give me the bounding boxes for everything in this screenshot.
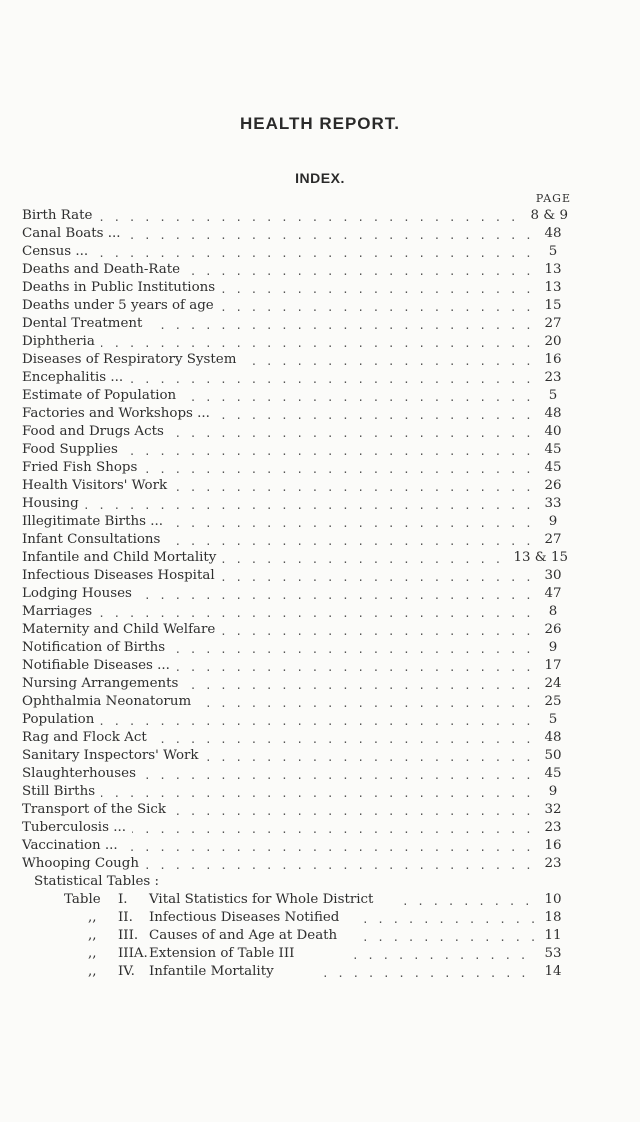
dot-leader <box>22 497 534 513</box>
page-column-label: PAGE <box>535 192 571 205</box>
index-entry <box>22 747 570 765</box>
dot-leader <box>352 947 534 963</box>
table-number: I. <box>118 892 128 907</box>
index-entry <box>22 711 570 729</box>
entry-page: 50 <box>536 747 570 765</box>
table-prefix: ,, <box>88 946 97 961</box>
entry-label: Whooping Cough <box>22 855 145 873</box>
entry-page: 8 <box>536 603 570 621</box>
index-entry <box>22 405 570 423</box>
index-entry <box>22 819 570 837</box>
entry-label: Health Visitors' Work <box>22 477 173 495</box>
entry-page: 25 <box>536 693 570 711</box>
index-entry <box>22 495 570 513</box>
entry-page: 40 <box>536 423 570 441</box>
index-entry <box>22 693 570 711</box>
index-entry <box>22 657 570 675</box>
index-entry <box>22 387 570 405</box>
entry-page: 45 <box>536 441 570 459</box>
index-entry <box>22 585 570 603</box>
entry-page: 20 <box>536 333 570 351</box>
entry-page: 48 <box>536 225 570 243</box>
entry-page: 48 <box>536 729 570 747</box>
dot-leader <box>22 245 534 261</box>
dot-leader <box>362 929 534 945</box>
table-description: Vital Statistics for Whole District <box>149 891 379 909</box>
entry-page: 23 <box>536 369 570 387</box>
table-prefix: ,, <box>88 928 97 943</box>
index-entry <box>22 621 570 639</box>
entry-label: Food Supplies <box>22 441 124 459</box>
table-description: Causes of and Age at Death <box>149 927 343 945</box>
entry-label: Canal Boats ... <box>22 225 127 243</box>
entry-page: 23 <box>536 855 570 873</box>
index-entry <box>22 837 570 855</box>
statistical-table-entry <box>22 891 570 909</box>
entry-label: Fried Fish Shops <box>22 459 143 477</box>
entry-page: 45 <box>536 459 570 477</box>
entry-label: Estimate of Population <box>22 387 182 405</box>
entry-page: 48 <box>536 405 570 423</box>
table-description: Extension of Table III <box>149 945 300 963</box>
index-entry <box>22 315 570 333</box>
index-entry <box>22 477 570 495</box>
entry-page: 5 <box>536 243 570 261</box>
entry-label: Infectious Diseases Hospital <box>22 567 221 585</box>
index-entry <box>22 603 570 621</box>
entry-page: 24 <box>536 675 570 693</box>
index-entry <box>22 225 570 243</box>
entry-page: 5 <box>536 711 570 729</box>
table-page: 11 <box>536 927 570 945</box>
entry-page: 13 <box>536 279 570 297</box>
table-page: 18 <box>536 909 570 927</box>
entry-label: Birth Rate <box>22 207 98 225</box>
entry-page: 8 & 9 <box>527 207 568 225</box>
entry-page: 26 <box>536 621 570 639</box>
entry-label: Housing <box>22 495 85 513</box>
index-entry <box>22 261 570 279</box>
entry-label: Notification of Births <box>22 639 171 657</box>
table-prefix: ,, <box>88 964 97 979</box>
index-entry <box>22 801 570 819</box>
dot-leader <box>322 965 534 981</box>
dot-leader <box>402 893 534 909</box>
index-entry <box>22 531 570 549</box>
entry-page: 16 <box>536 837 570 855</box>
entry-page: 30 <box>536 567 570 585</box>
statistical-tables-heading: Statistical Tables : <box>34 874 160 889</box>
entry-page: 17 <box>536 657 570 675</box>
statistical-table-entry <box>22 945 570 963</box>
index-entry <box>22 513 570 531</box>
dot-leader <box>22 605 534 621</box>
index-entry <box>22 441 570 459</box>
table-number: II. <box>118 910 133 925</box>
statistical-table-entry <box>22 963 570 981</box>
index-entry <box>22 639 570 657</box>
table-number: IV. <box>118 964 135 979</box>
entry-page: 23 <box>536 819 570 837</box>
entry-page: 45 <box>536 765 570 783</box>
entry-page: 13 & 15 <box>509 549 568 567</box>
index-entry <box>22 567 570 585</box>
index-entry <box>22 333 570 351</box>
entry-label: Deaths in Public Institutions <box>22 279 221 297</box>
table-number: III. <box>118 928 139 943</box>
entry-label: Dental Treatment <box>22 315 148 333</box>
index-entry <box>22 765 570 783</box>
index-entry <box>22 243 570 261</box>
entry-label: Maternity and Child Welfare <box>22 621 221 639</box>
index-entry <box>22 351 570 369</box>
entry-label: Slaughterhouses <box>22 765 142 783</box>
entry-page: 27 <box>536 315 570 333</box>
entry-page: 9 <box>536 783 570 801</box>
entry-label: Deaths and Death-Rate <box>22 261 186 279</box>
table-description: Infantile Mortality <box>149 963 280 981</box>
entry-page: 16 <box>536 351 570 369</box>
entry-label: Tuberculosis ... <box>22 819 132 837</box>
entry-page: 13 <box>536 261 570 279</box>
entry-label: Still Births <box>22 783 101 801</box>
entry-label: Notifiable Diseases ... <box>22 657 176 675</box>
index-entry <box>22 297 570 315</box>
index-entry <box>22 279 570 297</box>
entry-label: Census ... <box>22 243 94 261</box>
entry-label: Diseases of Respiratory System <box>22 351 242 369</box>
index-entry <box>22 549 570 567</box>
entry-label: Factories and Workshops ... <box>22 405 216 423</box>
entry-label: Food and Drugs Acts <box>22 423 170 441</box>
index-entry <box>22 423 570 441</box>
index-entry <box>22 855 570 873</box>
entry-label: Lodging Houses <box>22 585 138 603</box>
entry-label: Encephalitis ... <box>22 369 129 387</box>
table-prefix: Table <box>64 892 101 907</box>
index-entry <box>22 729 570 747</box>
entry-label: Rag and Flock Act <box>22 729 153 747</box>
table-prefix: ,, <box>88 910 97 925</box>
index-entry <box>22 459 570 477</box>
table-page: 10 <box>536 891 570 909</box>
statistical-table-entry <box>22 927 570 945</box>
statistical-table-entry <box>22 909 570 927</box>
entry-page: 9 <box>536 639 570 657</box>
table-number: IIIA. <box>118 946 148 961</box>
entry-label: Diphtheria <box>22 333 101 351</box>
index-entry <box>22 783 570 801</box>
entry-label: Population <box>22 711 100 729</box>
index-heading: INDEX. <box>295 170 345 186</box>
entry-page: 5 <box>536 387 570 405</box>
entry-label: Deaths under 5 years of age <box>22 297 220 315</box>
entry-page: 26 <box>536 477 570 495</box>
entry-page: 33 <box>536 495 570 513</box>
entry-label: Illegitimate Births ... <box>22 513 169 531</box>
dot-leader <box>22 209 534 225</box>
entry-label: Sanitary Inspectors' Work <box>22 747 205 765</box>
index-entry <box>22 207 570 225</box>
entry-page: 9 <box>536 513 570 531</box>
report-title: HEALTH REPORT. <box>239 114 401 133</box>
entry-page: 47 <box>536 585 570 603</box>
entry-page: 27 <box>536 531 570 549</box>
entry-label: Ophthalmia Neonatorum <box>22 693 197 711</box>
entry-label: Vaccination ... <box>22 837 124 855</box>
index-entry <box>22 369 570 387</box>
index-entry <box>22 675 570 693</box>
entry-page: 32 <box>536 801 570 819</box>
entry-label: Nursing Arrangements <box>22 675 184 693</box>
entry-label: Infant Consultations <box>22 531 166 549</box>
entry-label: Infantile and Child Mortality <box>22 549 222 567</box>
table-page: 53 <box>536 945 570 963</box>
table-page: 14 <box>536 963 570 981</box>
entry-page: 15 <box>536 297 570 315</box>
statistical-tables-section <box>0 873 640 891</box>
entry-label: Marriages <box>22 603 98 621</box>
dot-leader <box>362 911 534 927</box>
entry-label: Transport of the Sick <box>22 801 172 819</box>
table-description: Infectious Diseases Notified <box>149 909 345 927</box>
